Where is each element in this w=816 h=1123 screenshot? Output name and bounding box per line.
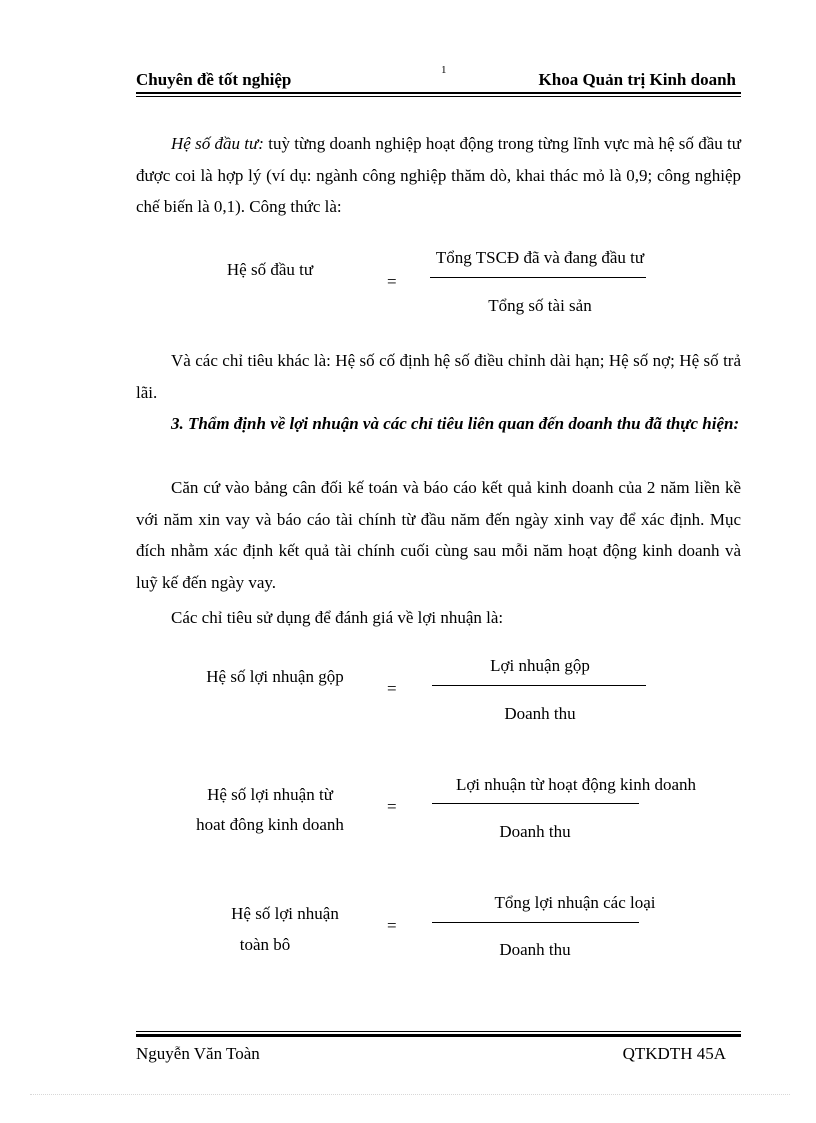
formula1-equals: = [387, 272, 397, 291]
page-number: 1 [441, 64, 447, 76]
formula4-label-line1: Hệ số lợi nhuận [231, 904, 339, 923]
footer-author: Nguyễn Văn Toàn [136, 1044, 260, 1063]
formula3-label [170, 780, 370, 840]
term-investment-ratio: Hệ số đầu tư: [171, 134, 264, 153]
formula3-label-line2: hoat đông kinh doanh [196, 815, 344, 834]
page-bottom-dotted-line [30, 1094, 790, 1095]
formula2-numerator: Lợi nhuận gộp [490, 656, 590, 675]
formula2-equals: = [387, 679, 397, 698]
footer-rule-thin [136, 1031, 741, 1032]
formula2-fraction-bar [432, 685, 646, 686]
header-title-right: Khoa Quản trị Kinh doanh [538, 70, 736, 89]
formula3-numerator: Lợi nhuận từ hoạt động kinh doanh [455, 775, 697, 794]
formula3-equals: = [387, 797, 397, 816]
formula1-fraction-bar [430, 277, 646, 278]
header-rule-thin [136, 96, 741, 97]
formula4-numerator: Tổng lợi nhuận các loại [494, 893, 656, 912]
header-title-left: Chuyên đề tốt nghiệp [136, 70, 292, 89]
footer-class-code: QTKDTH 45A [622, 1044, 726, 1063]
paragraph-other-indicators: Và các chỉ tiêu khác là: Hệ số cố định hệ số điều chỉnh dài hạn; Hệ số nợ; Hệ số trả lãi. [136, 351, 741, 402]
formula3-label-line1: Hệ số lợi nhuận từ [207, 785, 333, 804]
paragraph-investment-ratio [136, 128, 741, 223]
formula1-denominator: Tổng số tài sản [488, 296, 592, 315]
formula2-denominator: Doanh thu [504, 704, 576, 723]
footer-rule-thick [136, 1034, 741, 1037]
formula4-label-line2: toàn bô [239, 935, 291, 954]
formula1-label: Hệ số đầu tư [226, 260, 314, 279]
paragraph-basis: Căn cứ vào bảng cân đối kế toán và báo cáo kết quả kinh doanh của 2 năm liền kề với năm xin vay và báo cáo tài chính từ đầu năm đến ngày xinh vay để xác định. Mục đích nhằm xác định kết quả tài chính cuối cùng sau mỗi năm hoạt động kinh doanh và luỹ kế đến ngày vay. [136, 478, 741, 592]
section-heading-3: 3. Thẩm định về lợi nhuận và các chỉ tiêu liên quan đến doanh thu đã thực hiện: [171, 414, 740, 433]
formula1-numerator: Tổng TSCĐ đã và đang đầu tư [435, 248, 645, 267]
paragraph-indicators-intro: Các chỉ tiêu sử dụng để đánh giá về lợi nhuận là: [171, 608, 504, 627]
formula4-equals: = [387, 916, 397, 935]
header-rule-thick [136, 92, 741, 94]
formula2-label: Hệ số lợi nhuận gộp [206, 667, 344, 686]
paragraph-text: tuỳ từng doanh nghiệp hoạt động trong từng lĩnh vực mà hệ số đầu tư được coi là hợp lý (ví dụ: ngành công nghiệp thăm dò, khai thác mỏ là 0,9; công nghiệp chế biến là 0,1). Công thức là: [136, 134, 741, 216]
formula3-fraction-bar [432, 803, 639, 804]
formula4-denominator: Doanh thu [499, 940, 571, 959]
formula4-fraction-bar [432, 922, 639, 923]
formula3-denominator: Doanh thu [499, 822, 571, 841]
formula4-label [190, 898, 380, 960]
